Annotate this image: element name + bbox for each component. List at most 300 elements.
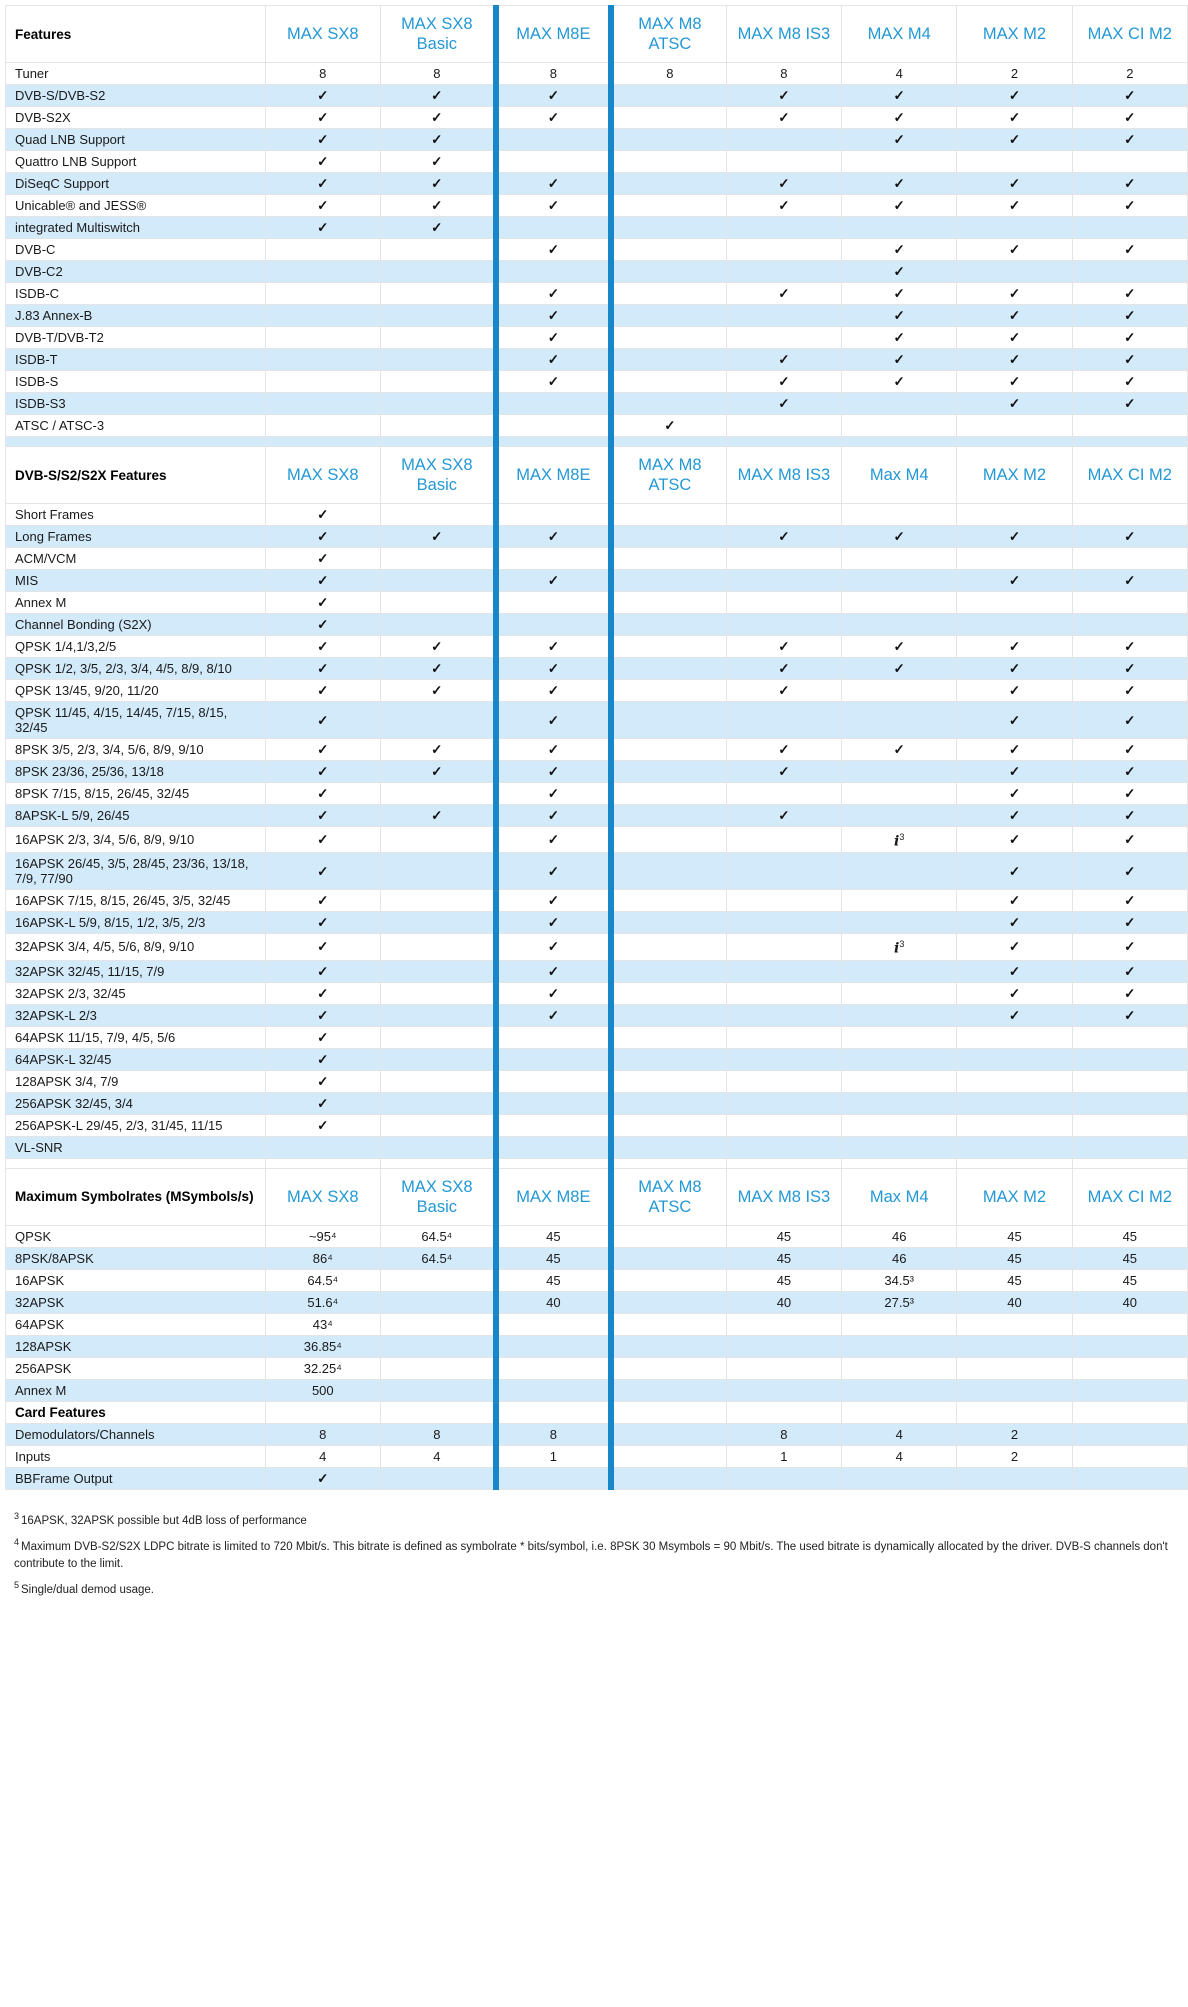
feature-cell: 16APSK-L 5/9, 8/15, 1/2, 3/5, 2/3	[6, 912, 266, 934]
value-cell	[957, 371, 1072, 393]
value-cell	[380, 504, 495, 526]
value-cell	[842, 1114, 957, 1136]
feature-cell: 32APSK	[6, 1291, 266, 1313]
model-header: MAX M8E	[496, 447, 611, 504]
value-cell	[496, 415, 611, 437]
value-cell	[957, 960, 1072, 982]
value-cell	[842, 783, 957, 805]
check-icon: ✓	[778, 110, 790, 125]
value-cell	[496, 548, 611, 570]
value-cell	[265, 1136, 380, 1158]
value-cell	[380, 912, 495, 934]
footnote-ref: 3	[899, 832, 905, 842]
check-icon: ✓	[431, 88, 443, 103]
feature-cell: Short Frames	[6, 504, 266, 526]
value-cell	[1072, 1313, 1187, 1335]
value-cell	[380, 702, 495, 739]
value-cell	[496, 1357, 611, 1379]
value-cell	[496, 636, 611, 658]
check-icon: ✓	[1008, 742, 1021, 757]
value-cell	[1072, 614, 1187, 636]
check-icon: ✓	[778, 352, 790, 367]
table-row	[6, 934, 1188, 960]
value-cell	[611, 960, 726, 982]
comparison-table	[5, 5, 1188, 1490]
value-cell	[842, 1313, 957, 1335]
value-cell	[1072, 283, 1187, 305]
table-row	[6, 1445, 1188, 1467]
feature-cell: ISDB-S3	[6, 393, 266, 415]
section-title: Maximum Symbolrates (MSymbols/s)	[6, 1168, 266, 1225]
value-cell	[265, 217, 380, 239]
value-cell	[726, 151, 841, 173]
value-cell	[265, 129, 380, 151]
check-icon: ✓	[1124, 963, 1136, 979]
value-cell	[1072, 1423, 1187, 1445]
value-cell	[726, 371, 841, 393]
model-header: MAX CI M2	[1072, 6, 1187, 63]
table-row	[6, 614, 1188, 636]
value-cell	[957, 1136, 1072, 1158]
value-cell	[380, 195, 495, 217]
check-icon: ✓	[431, 661, 443, 676]
feature-cell: ISDB-T	[6, 349, 266, 371]
table-row	[6, 1291, 1188, 1313]
value-cell	[1072, 195, 1187, 217]
check-icon: ✓	[317, 551, 329, 566]
value-cell	[1072, 805, 1187, 827]
value-cell: 45	[726, 1269, 841, 1291]
value-cell	[1072, 85, 1187, 107]
value-cell	[265, 526, 380, 548]
value-cell	[1072, 239, 1187, 261]
check-icon: ✓	[1008, 242, 1021, 257]
check-icon: ✓	[317, 1029, 329, 1045]
model-header: MAX SX8	[265, 6, 380, 63]
check-icon: ✓	[1008, 963, 1021, 979]
feature-cell: 8PSK 23/36, 25/36, 13/18	[6, 761, 266, 783]
feature-cell: 64APSK-L 32/45	[6, 1048, 266, 1070]
check-icon: ✓	[1008, 939, 1021, 955]
value-cell	[380, 393, 495, 415]
footnote-text: 16APSK, 32APSK possible but 4dB loss of performance	[21, 1514, 307, 1527]
check-icon: ✓	[317, 939, 329, 955]
value-cell	[611, 393, 726, 415]
spacer-cell	[265, 437, 380, 447]
check-icon: ✓	[317, 88, 329, 103]
value-cell	[726, 1357, 841, 1379]
table-row	[6, 761, 1188, 783]
check-icon: ✓	[1008, 985, 1021, 1001]
check-icon: ✓	[1124, 863, 1136, 879]
value-cell	[496, 349, 611, 371]
value-cell	[842, 129, 957, 151]
table-row	[6, 1269, 1188, 1291]
feature-cell: 32APSK 3/4, 4/5, 5/6, 8/9, 9/10	[6, 934, 266, 960]
value-cell	[957, 890, 1072, 912]
value-cell	[726, 1379, 841, 1401]
value-cell	[1072, 107, 1187, 129]
feature-cell: DVB-T/DVB-T2	[6, 327, 266, 349]
value-cell	[265, 827, 380, 853]
value-cell	[611, 504, 726, 526]
value-cell	[611, 934, 726, 960]
table-row	[6, 960, 1188, 982]
value-cell	[611, 239, 726, 261]
check-icon: ✓	[1008, 661, 1021, 676]
value-cell	[1072, 1026, 1187, 1048]
feature-cell: J.83 Annex-B	[6, 305, 266, 327]
check-icon: ✓	[317, 595, 329, 610]
check-icon: ✓	[1124, 330, 1136, 345]
check-icon: ✓	[1124, 396, 1136, 411]
value-cell	[1072, 592, 1187, 614]
value-cell	[1072, 349, 1187, 371]
value-cell	[1072, 327, 1187, 349]
value-cell	[1072, 1467, 1187, 1489]
table-body	[6, 6, 1188, 1490]
footnotes	[14, 1510, 1176, 1599]
section-header-row	[6, 6, 1188, 63]
model-header: Max M4	[842, 447, 957, 504]
value-cell	[380, 739, 495, 761]
value-cell	[496, 504, 611, 526]
value-cell	[726, 1467, 841, 1489]
feature-cell: 8PSK 3/5, 2/3, 3/4, 5/6, 8/9, 9/10	[6, 739, 266, 761]
table-row	[6, 107, 1188, 129]
value-cell	[496, 739, 611, 761]
value-cell	[726, 1401, 841, 1423]
table-row	[6, 173, 1188, 195]
table-row	[6, 853, 1188, 890]
value-cell	[1072, 261, 1187, 283]
value-cell	[1072, 1092, 1187, 1114]
value-cell: 8	[265, 1423, 380, 1445]
value-cell: 64.5⁴	[380, 1247, 495, 1269]
value-cell: 8	[265, 63, 380, 85]
check-icon: ✓	[317, 661, 329, 676]
table-row	[6, 1070, 1188, 1092]
check-icon: ✓	[317, 863, 329, 879]
check-icon: ✓	[547, 374, 560, 389]
table-row	[6, 739, 1188, 761]
value-cell	[842, 1357, 957, 1379]
value-cell	[957, 526, 1072, 548]
value-cell	[496, 614, 611, 636]
value-cell	[842, 195, 957, 217]
value-cell	[842, 912, 957, 934]
value-cell	[380, 283, 495, 305]
value-cell	[265, 349, 380, 371]
value-cell	[496, 261, 611, 283]
value-cell: 4	[842, 1423, 957, 1445]
value-cell: 27.5³	[842, 1291, 957, 1313]
value-cell	[496, 283, 611, 305]
value-cell	[496, 1070, 611, 1092]
value-cell	[957, 504, 1072, 526]
value-cell	[842, 504, 957, 526]
value-cell	[957, 283, 1072, 305]
footnote-marker: 4	[14, 1537, 20, 1548]
value-cell	[1072, 1335, 1187, 1357]
value-cell	[611, 1026, 726, 1048]
value-cell	[842, 349, 957, 371]
value-cell	[957, 107, 1072, 129]
check-icon: ✓	[317, 220, 329, 235]
value-cell	[380, 934, 495, 960]
value-cell	[265, 614, 380, 636]
value-cell	[611, 1445, 726, 1467]
value-cell	[265, 1092, 380, 1114]
value-cell	[1072, 912, 1187, 934]
value-cell	[496, 783, 611, 805]
table-row	[6, 1026, 1188, 1048]
check-icon: ✓	[1008, 639, 1021, 654]
value-cell	[611, 680, 726, 702]
check-icon: ✓	[1124, 352, 1136, 367]
value-cell	[496, 1313, 611, 1335]
table-row	[6, 195, 1188, 217]
value-cell	[842, 548, 957, 570]
value-cell	[496, 1379, 611, 1401]
spacer-cell	[726, 437, 841, 447]
value-cell	[611, 783, 726, 805]
value-cell	[380, 1092, 495, 1114]
table-row	[6, 261, 1188, 283]
page	[0, 5, 1188, 1599]
value-cell	[842, 1092, 957, 1114]
value-cell	[726, 636, 841, 658]
value-cell	[611, 283, 726, 305]
value-cell	[726, 761, 841, 783]
value-cell	[1072, 151, 1187, 173]
value-cell	[957, 783, 1072, 805]
check-icon: ✓	[547, 832, 560, 848]
check-icon: ✓	[317, 832, 329, 848]
value-cell	[726, 890, 841, 912]
value-cell	[842, 853, 957, 890]
value-cell	[1072, 1136, 1187, 1158]
value-cell	[380, 548, 495, 570]
value-cell	[611, 261, 726, 283]
table-row	[6, 1357, 1188, 1379]
check-icon: ✓	[893, 176, 905, 191]
table-row	[6, 63, 1188, 85]
model-header: MAX SX8	[265, 1168, 380, 1225]
value-cell: 40	[957, 1291, 1072, 1313]
check-icon: ✓	[893, 286, 905, 301]
footnote-text: Maximum DVB-S2/S2X LDPC bitrate is limited to 720 Mbit/s. This bitrate is defined as symbolrate * bits/symbol, i.e. 8PSK 30 Msymbols = 90 Mbit/s. The used bitrate is dynamically allocated by the driver. DVB-S channels don't contribute to the limit.	[14, 1540, 1168, 1570]
value-cell	[726, 1114, 841, 1136]
table-row	[6, 305, 1188, 327]
value-cell	[611, 85, 726, 107]
check-icon: ✓	[893, 352, 905, 367]
value-cell	[842, 107, 957, 129]
table-row	[6, 1225, 1188, 1247]
check-icon: ✓	[547, 742, 560, 757]
table-row	[6, 680, 1188, 702]
value-cell	[496, 912, 611, 934]
check-icon: ✓	[317, 786, 329, 801]
check-icon: ✓	[1124, 639, 1136, 654]
value-cell: 1	[496, 1445, 611, 1467]
table-row	[6, 129, 1188, 151]
value-cell	[842, 1070, 957, 1092]
spacer-cell	[6, 1158, 266, 1168]
value-cell	[957, 570, 1072, 592]
check-icon: ✓	[893, 308, 905, 323]
value-cell	[957, 217, 1072, 239]
value-cell	[1072, 1445, 1187, 1467]
check-icon: ✓	[317, 617, 329, 632]
value-cell	[726, 1026, 841, 1048]
feature-cell: ISDB-C	[6, 283, 266, 305]
value-cell	[726, 1335, 841, 1357]
model-header: MAX CI M2	[1072, 1168, 1187, 1225]
value-cell	[842, 85, 957, 107]
value-cell	[957, 327, 1072, 349]
value-cell	[611, 592, 726, 614]
value-cell	[957, 548, 1072, 570]
value-cell	[265, 327, 380, 349]
check-icon: ✓	[431, 154, 443, 169]
spacer-cell	[496, 1158, 611, 1168]
check-icon: ✓	[317, 573, 329, 588]
feature-cell: 64APSK	[6, 1313, 266, 1335]
value-cell	[380, 415, 495, 437]
model-header: MAX M8 IS3	[726, 1168, 841, 1225]
check-icon: ✓	[547, 915, 560, 931]
value-cell	[611, 912, 726, 934]
check-icon: ✓	[1124, 661, 1136, 676]
value-cell: 8	[380, 1423, 495, 1445]
value-cell	[842, 614, 957, 636]
value-cell	[611, 570, 726, 592]
check-icon: ✓	[547, 573, 560, 588]
check-icon: ✓	[664, 418, 676, 433]
spacer-cell	[496, 437, 611, 447]
value-cell	[726, 982, 841, 1004]
value-cell	[726, 570, 841, 592]
feature-cell: QPSK 13/45, 9/20, 11/20	[6, 680, 266, 702]
model-header: MAX M2	[957, 1168, 1072, 1225]
value-cell	[496, 107, 611, 129]
feature-cell: QPSK	[6, 1225, 266, 1247]
value-cell	[265, 912, 380, 934]
check-icon: ✓	[1124, 308, 1136, 323]
table-row	[6, 526, 1188, 548]
value-cell	[380, 1291, 495, 1313]
feature-cell: DiSeqC Support	[6, 173, 266, 195]
value-cell	[957, 912, 1072, 934]
value-cell	[611, 129, 726, 151]
check-icon: ✓	[317, 893, 329, 909]
value-cell	[1072, 1070, 1187, 1092]
model-header: MAX M8 ATSC	[611, 6, 726, 63]
value-cell	[265, 853, 380, 890]
value-cell	[611, 1423, 726, 1445]
value-cell	[957, 1070, 1072, 1092]
value-cell	[496, 1004, 611, 1026]
check-icon: ✓	[1124, 985, 1136, 1001]
check-icon: ✓	[547, 683, 560, 698]
check-icon: ✓	[547, 639, 560, 654]
value-cell	[265, 761, 380, 783]
value-cell	[726, 305, 841, 327]
check-icon: ✓	[893, 132, 905, 147]
check-icon: ✓	[1008, 573, 1021, 588]
value-cell	[496, 1401, 611, 1423]
feature-cell: 32APSK-L 2/3	[6, 1004, 266, 1026]
value-cell	[496, 827, 611, 853]
feature-cell: Annex M	[6, 1379, 266, 1401]
check-icon: ✓	[893, 639, 905, 654]
check-icon: ✓	[893, 242, 905, 257]
value-cell	[380, 1269, 495, 1291]
model-header: MAX CI M2	[1072, 447, 1187, 504]
value-cell	[265, 1114, 380, 1136]
value-cell	[265, 261, 380, 283]
value-cell	[611, 1313, 726, 1335]
value-cell	[611, 1357, 726, 1379]
check-icon: ✓	[317, 507, 329, 522]
value-cell	[957, 349, 1072, 371]
spacer-cell	[380, 437, 495, 447]
feature-cell: DVB-C	[6, 239, 266, 261]
feature-cell: Card Features	[6, 1401, 266, 1423]
check-icon: ✓	[547, 88, 560, 103]
check-icon: ✓	[1124, 374, 1136, 389]
feature-cell: QPSK 1/2, 3/5, 2/3, 3/4, 4/5, 8/9, 8/10	[6, 658, 266, 680]
value-cell	[611, 349, 726, 371]
table-row	[6, 827, 1188, 853]
value-cell	[842, 1379, 957, 1401]
value-cell	[265, 151, 380, 173]
check-icon: ✓	[778, 661, 790, 676]
feature-cell: DVB-S/DVB-S2	[6, 85, 266, 107]
value-cell	[380, 890, 495, 912]
spacer-cell	[611, 437, 726, 447]
check-icon: ✓	[778, 374, 790, 389]
table-row	[6, 239, 1188, 261]
check-icon: ✓	[1124, 893, 1136, 909]
value-cell	[957, 1004, 1072, 1026]
value-cell: 2	[957, 63, 1072, 85]
value-cell	[957, 636, 1072, 658]
value-cell: 8	[726, 1423, 841, 1445]
table-row	[6, 393, 1188, 415]
feature-cell: 256APSK-L 29/45, 2/3, 31/45, 11/15	[6, 1114, 266, 1136]
table-row	[6, 982, 1188, 1004]
table-row	[6, 1467, 1188, 1489]
value-cell	[611, 1136, 726, 1158]
table-row	[6, 283, 1188, 305]
value-cell	[380, 1357, 495, 1379]
value-cell	[611, 327, 726, 349]
value-cell	[726, 960, 841, 982]
value-cell	[265, 173, 380, 195]
value-cell: 8	[496, 1423, 611, 1445]
table-row	[6, 1092, 1188, 1114]
model-header: MAX M2	[957, 6, 1072, 63]
value-cell	[265, 658, 380, 680]
check-icon: ✓	[317, 764, 329, 779]
value-cell	[726, 934, 841, 960]
check-icon: ✓	[1008, 808, 1021, 823]
value-cell	[1072, 1357, 1187, 1379]
footnote-text: Single/dual demod usage.	[21, 1584, 155, 1597]
feature-cell: ACM/VCM	[6, 548, 266, 570]
